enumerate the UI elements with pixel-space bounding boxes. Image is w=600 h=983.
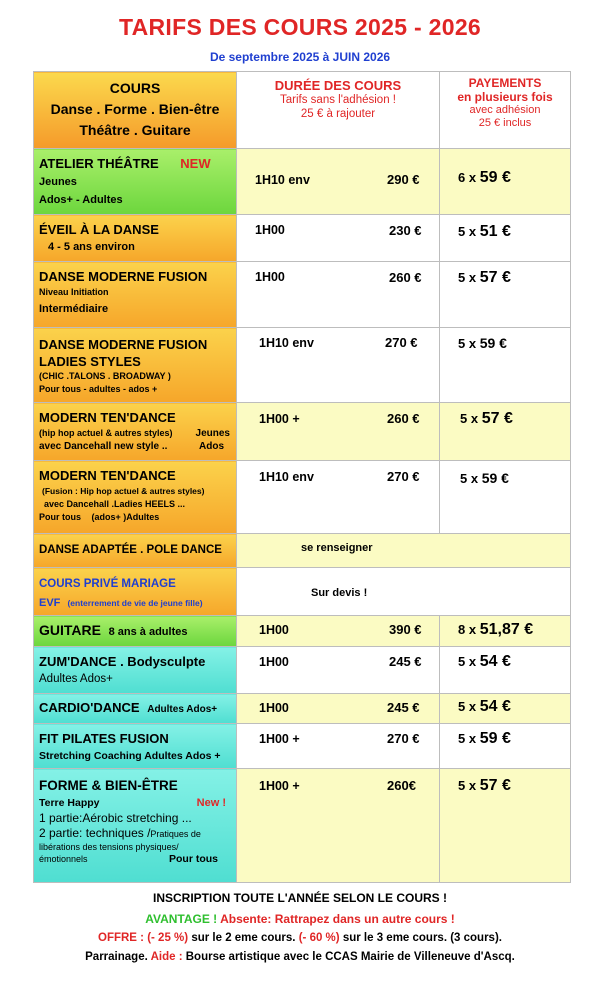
table-row — [34, 647, 571, 694]
header-duree-note2: 25 € à rajouter — [300, 108, 376, 120]
course-level-2: Intermédiaire — [39, 303, 109, 315]
course-cell — [34, 215, 237, 262]
payment-cell — [440, 262, 571, 328]
table-row — [34, 461, 571, 534]
course-styles-2: avec Dancehall .Ladies HEELS ... — [44, 499, 186, 509]
duration-cell — [237, 769, 440, 883]
course-name-2: LADIES STYLES — [39, 354, 141, 369]
course-name: MODERN TEN'DANCE — [39, 410, 176, 425]
header-payment-title2: en plusieurs fois — [457, 90, 553, 104]
table-row — [34, 694, 571, 724]
course-audience-2: (ados+ )Adultes — [91, 512, 160, 522]
avantage-label: AVANTAGE ! — [145, 912, 218, 926]
course-price: 260 € — [387, 411, 420, 426]
course-price: 270 € — [387, 731, 420, 746]
payment-amount: 59 € — [481, 470, 509, 486]
course-audience: Pour tous — [39, 512, 81, 522]
offre-text2: sur le 3 eme cours. (3 cours). — [342, 932, 502, 944]
course-part2-detail-3: émotionnels — [39, 854, 88, 864]
header-cours-title: COURS — [109, 80, 161, 96]
course-subtitle: Terre Happy — [39, 797, 100, 809]
duration-cell — [237, 262, 440, 328]
payment-count: 5 x — [458, 778, 477, 793]
header-cours-cell — [34, 72, 237, 149]
payment-amount: 57 € — [481, 410, 513, 427]
duration-cell — [237, 328, 440, 403]
payment-amount: 59 € — [479, 335, 507, 351]
table-row — [34, 215, 571, 262]
header-payment-title1: PAYEMENTS — [468, 76, 542, 90]
course-name: CARDIO'DANCE — [39, 700, 140, 715]
course-part2: 2 partie: techniques / — [39, 826, 151, 840]
course-cell — [34, 534, 237, 568]
table-row — [34, 568, 571, 616]
course-name: DANSE MODERNE FUSION — [39, 269, 208, 284]
footer-inscription: INSCRIPTION TOUTE L'ANNÉE SELON LE COURS ! — [153, 891, 447, 905]
course-audience: Jeunes — [195, 428, 230, 439]
aide-text: Bourse artistique avec le CCAS Mairie de Villeneuve d'Ascq. — [185, 951, 515, 963]
page-title: TARIFS DES COURS 2025 - 2026 — [118, 14, 482, 40]
offre-text1: sur le 2 eme cours. — [191, 932, 296, 944]
course-styles: (hip hop actuel & autres styles) — [39, 428, 173, 438]
course-name: COURS PRIVÉ MARIAGE — [39, 578, 176, 590]
info-cell — [237, 568, 571, 616]
course-cell — [34, 724, 237, 769]
course-audience: Stretching Coaching Adultes Ados + — [39, 750, 221, 762]
course-audience: Pour tous - adultes - ados + — [39, 384, 158, 394]
footer-avantage — [0, 912, 600, 926]
payment-cell — [440, 724, 571, 769]
offre-label: OFFRE : — [98, 932, 144, 944]
payment-cell — [440, 328, 571, 403]
course-price: 270 € — [387, 469, 420, 484]
payment-amount: 54 € — [479, 653, 511, 670]
duration-cell — [237, 647, 440, 694]
payment-cell — [440, 769, 571, 883]
payment-count: 5 x — [458, 270, 477, 285]
payment-cell — [440, 461, 571, 534]
course-price: 245 € — [387, 700, 420, 715]
header-payment-note2: 25 € inclus — [478, 117, 532, 129]
course-name: GUITARE — [39, 622, 101, 638]
course-part1: 1 partie:Aérobic stretching ... — [39, 811, 192, 825]
course-cell — [34, 616, 237, 647]
course-duration: 1H00 — [259, 623, 289, 637]
course-price: 260 € — [389, 270, 422, 285]
payment-count: 5 x — [460, 411, 479, 426]
course-cell — [34, 694, 237, 724]
footer-parrainage — [0, 951, 600, 963]
payment-count: 5 x — [458, 731, 477, 746]
payment-amount: 54 € — [479, 698, 511, 715]
new-badge: NEW — [180, 156, 211, 171]
course-name: MODERN TEN'DANCE — [39, 468, 176, 483]
header-cours-line3: Théâtre . Guitare — [79, 122, 191, 138]
course-duration: 1H00 — [255, 223, 285, 237]
course-duration: 1H10 env — [259, 470, 314, 484]
course-price: 270 € — [385, 335, 418, 350]
duration-cell — [237, 403, 440, 461]
duration-cell — [237, 724, 440, 769]
payment-amount: 51,87 € — [479, 621, 534, 638]
payment-count: 5 x — [458, 699, 477, 714]
course-audience: Pour tous — [169, 853, 218, 865]
payment-amount: 51 € — [479, 223, 511, 240]
course-cell — [34, 769, 237, 883]
course-audience: Adultes Ados+ — [147, 704, 218, 715]
header-duree-note1: Tarifs sans l'adhésion ! — [280, 94, 396, 106]
course-name: ZUM'DANCE . Bodysculpte — [39, 654, 206, 669]
course-duration: 1H10 env — [255, 173, 310, 187]
course-duration: 1H00 + — [259, 412, 300, 426]
table-header-row — [34, 72, 571, 149]
course-evf-detail: (enterrement de vie de jeune fille) — [67, 598, 203, 608]
offre-pct1: (- 25 %) — [147, 932, 189, 944]
course-duration: 1H00 + — [259, 732, 300, 746]
payment-cell — [440, 647, 571, 694]
payment-count: 8 x — [458, 622, 477, 637]
course-level: Niveau Initiation — [39, 287, 109, 297]
course-audience-2: Ados+ - Adultes — [39, 194, 123, 206]
offre-pct2: (- 60 %) — [298, 932, 340, 944]
course-styles-2: avec Dancehall new style .. — [39, 441, 168, 452]
course-duration: 1H00 — [259, 701, 289, 715]
course-name: ATELIER THÉÂTRE — [39, 156, 159, 171]
course-evf: EVF — [39, 597, 61, 609]
duration-cell — [237, 616, 440, 647]
course-cell — [34, 647, 237, 694]
header-duree-cell — [237, 72, 440, 149]
course-cell — [34, 461, 237, 534]
course-part2-detail: Pratiques de — [150, 829, 201, 839]
header-cours-line2: Danse . Forme . Bien-être — [50, 101, 220, 117]
duration-cell — [237, 461, 440, 534]
payment-cell — [440, 403, 571, 461]
course-cell — [34, 149, 237, 215]
duration-cell — [237, 149, 440, 215]
course-name: FIT PILATES FUSION — [39, 731, 169, 746]
course-audience: 4 - 5 ans environ — [48, 241, 135, 253]
table-row — [34, 534, 571, 568]
avantage-text: Absente: Rattrapez dans un autre cours ! — [220, 912, 455, 926]
course-cell — [34, 403, 237, 461]
duration-cell — [237, 694, 440, 724]
payment-amount: 59 € — [479, 169, 511, 186]
course-audience: Adultes Ados+ — [39, 673, 113, 685]
parrainage-label: Parrainage. — [85, 951, 148, 963]
course-price: 260€ — [387, 778, 416, 793]
payment-amount: 57 € — [479, 777, 511, 794]
course-price: 390 € — [389, 622, 422, 637]
course-cell — [34, 568, 237, 616]
payment-cell — [440, 149, 571, 215]
payment-count: 5 x — [458, 654, 477, 669]
course-duration: 1H00 — [259, 655, 289, 669]
aide-label: Aide : — [150, 951, 183, 963]
payment-cell — [440, 215, 571, 262]
course-price: 245 € — [389, 654, 422, 669]
course-audience: Jeunes — [39, 176, 77, 188]
course-info: Sur devis ! — [311, 587, 368, 599]
payment-cell — [440, 616, 571, 647]
header-payment-note1: avec adhésion — [469, 104, 541, 116]
payment-cell — [440, 694, 571, 724]
course-price: 290 € — [387, 172, 420, 187]
duration-cell — [237, 215, 440, 262]
header-duree-title: DURÉE DES COURS — [274, 78, 402, 93]
info-cell — [237, 534, 571, 568]
course-audience-2: Ados — [199, 441, 224, 452]
course-audience: 8 ans à adultes — [108, 626, 188, 638]
table-row — [34, 769, 571, 883]
course-styles: (CHIC .TALONS . BROADWAY ) — [39, 371, 171, 381]
table-row — [34, 403, 571, 461]
table-row — [34, 149, 571, 215]
course-styles: (Fusion : Hip hop actuel & autres styles) — [42, 486, 205, 496]
course-info: se renseigner — [301, 542, 373, 554]
new-badge: New ! — [196, 797, 226, 809]
course-price: 230 € — [389, 223, 422, 238]
payment-count: 5 x — [460, 471, 479, 486]
course-cell — [34, 262, 237, 328]
course-duration: 1H00 + — [259, 779, 300, 793]
table-row — [34, 724, 571, 769]
table-row — [34, 616, 571, 647]
payment-count: 5 x — [458, 224, 477, 239]
course-cell — [34, 328, 237, 403]
page-subtitle: De septembre 2025 à JUIN 2026 — [209, 50, 391, 64]
course-name: DANSE MODERNE FUSION — [39, 337, 208, 352]
payment-amount: 57 € — [479, 269, 511, 286]
table-row — [34, 262, 571, 328]
course-part2-detail-2: libérations des tensions physiques/ — [39, 842, 179, 852]
table-row — [34, 328, 571, 403]
payment-amount: 59 € — [479, 730, 511, 747]
footer-offre — [0, 932, 600, 944]
header-payment-cell — [440, 72, 571, 149]
course-duration: 1H10 env — [259, 336, 314, 350]
course-name: DANSE ADAPTÉE . POLE DANCE — [39, 544, 222, 556]
tarifs-table — [33, 71, 571, 883]
payment-count: 5 x — [458, 336, 477, 351]
course-name: ÉVEIL À LA DANSE — [39, 222, 159, 237]
payment-count: 6 x — [458, 170, 477, 185]
course-name: FORME & BIEN-ÊTRE — [39, 778, 178, 793]
course-duration: 1H00 — [255, 270, 285, 284]
